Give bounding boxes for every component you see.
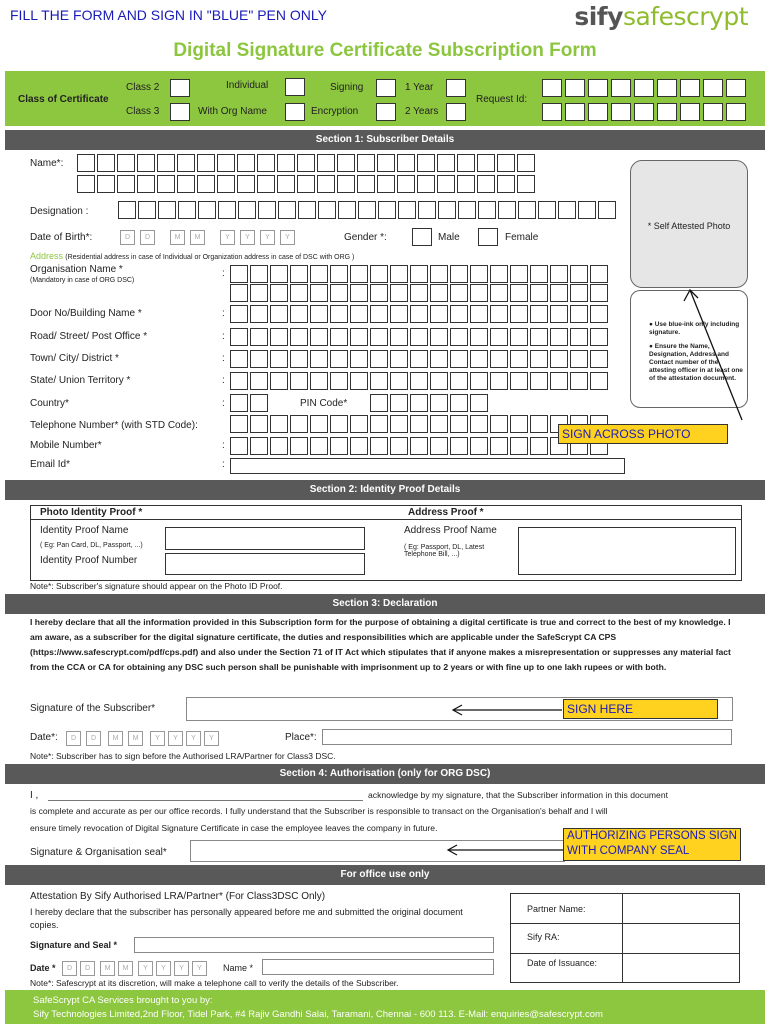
road-label: Road/ Street/ Post Office *	[30, 331, 148, 342]
door-label: Door No/Building Name *	[30, 308, 142, 319]
name-label: Name*:	[30, 158, 64, 169]
gender-label: Gender *:	[344, 232, 387, 243]
dob-label: Date of Birth*:	[30, 232, 93, 243]
email-label: Email Id*	[30, 459, 71, 470]
address-proof-name-label: Address Proof Name	[404, 525, 497, 536]
telephone-label: Telephone Number* (with STD Code):	[30, 420, 198, 431]
with-org-checkbox[interactable]	[285, 103, 305, 121]
section3-note: Note*: Subscriber has to sign before the Authorised LRA/Partner for Class3 DSC.	[30, 751, 336, 761]
sign-across-photo-note: SIGN ACROSS PHOTO	[558, 424, 728, 444]
attestation-declaration: I hereby declare that the subscriber has personally appeared before me and submitted the original document copies.	[30, 907, 463, 930]
female-checkbox[interactable]	[478, 228, 498, 246]
individual-checkbox[interactable]	[285, 78, 305, 96]
office-date-label: Date *	[30, 963, 56, 973]
encryption-checkbox[interactable]	[376, 103, 396, 121]
id-proof-name-input[interactable]	[165, 527, 365, 550]
subscriber-signature-label: Signature of the Subscriber*	[30, 703, 156, 714]
designation-label: Designation :	[30, 206, 89, 217]
photo-proof-heading: Photo Identity Proof *	[40, 507, 143, 518]
year2-label: 2 Years	[405, 106, 439, 117]
individual-label: Individual	[226, 80, 269, 91]
partner-name-label: Partner Name:	[527, 904, 586, 914]
address-proof-example: ( Eg: Passport, DL, Latest Telephone Bill, ...)	[404, 544, 485, 558]
address-heading: Address (Residential address in case of Individual or Organization address in case of DSC with ORG )	[30, 251, 355, 261]
place-input[interactable]	[322, 729, 732, 745]
encryption-label: Encryption	[311, 106, 359, 117]
signing-label: Signing	[330, 82, 364, 93]
org-name-label: Organisation Name *	[30, 264, 123, 275]
footer-line1: SafeScrypt CA Services brought to you by:	[33, 995, 213, 1006]
mobile-label: Mobile Number*	[30, 440, 102, 451]
address-proof-input[interactable]	[518, 527, 736, 575]
town-label: Town/ City/ District *	[30, 353, 119, 364]
id-proof-number-label: Identity Proof Number	[40, 555, 138, 566]
auth-i-label: I ,	[30, 790, 39, 801]
auth-text-3: ensure timely revocation of Digital Signature Certificate in case the employee leaves the company in future.	[30, 823, 438, 833]
place-label: Place*:	[285, 732, 317, 743]
male-checkbox[interactable]	[412, 228, 432, 246]
footer-line2: Sify Technologies Limited,2nd Floor, Tidel Park, #4 Rajiv Gandhi Salai, Taramani, Chennai - 600 113. E-Mail: enquiries@safescrypt.com	[33, 1009, 603, 1020]
seal-arrow	[445, 842, 565, 858]
country-label: Country*	[30, 398, 69, 409]
date-issuance-label: Date of Issuance:	[527, 958, 598, 968]
id-proof-example: ( Eg: Pan Card, DL, Passport, ...)	[40, 542, 143, 549]
address-proof-heading: Address Proof *	[408, 507, 484, 518]
female-label: Female	[505, 232, 539, 243]
sify-logo: sifysafescrypt	[574, 2, 748, 31]
section2-note: Note*: Subscriber's signature should appear on the Photo ID Proof.	[30, 581, 283, 591]
year2-checkbox[interactable]	[446, 103, 466, 121]
id-proof-name-label: Identity Proof Name	[40, 525, 129, 536]
office-name-label: Name *	[223, 963, 254, 973]
auth-text-1: acknowledge by my signature, that the Subscriber information in this document	[368, 790, 668, 800]
pin-label: PIN Code*	[300, 398, 348, 409]
sify-ra-label: Sify RA:	[527, 932, 560, 942]
id-proof-number-input[interactable]	[165, 553, 365, 575]
signature-seal-field[interactable]	[134, 937, 494, 953]
sign-here-arrow	[450, 702, 565, 718]
footer	[5, 990, 765, 1024]
org-name-note: (Mandatory in case of ORG DSC)	[30, 277, 135, 284]
class3-checkbox[interactable]	[170, 103, 190, 121]
auth-name-field[interactable]	[48, 800, 363, 801]
photo-box[interactable]: * Self Attested Photo	[630, 160, 748, 288]
section1-header: Section 1: Subscriber Details	[5, 130, 765, 150]
instruction-2: ● Ensure the Name, Designation, Address and Contact number of the attesting officer in at least one of the attestation document.	[649, 343, 743, 382]
date-label: Date*:	[30, 732, 58, 743]
section2-header: Section 2: Identity Proof Details	[5, 480, 765, 500]
request-id-label: Request Id:	[476, 94, 528, 105]
section4-header: Section 4: Authorisation (only for ORG DSC)	[5, 764, 765, 784]
instruction-text: FILL THE FORM AND SIGN IN "BLUE" PEN ONLY	[10, 7, 327, 23]
instruction-1: ● Use blue-ink only including signature.	[649, 321, 740, 336]
email-input[interactable]	[230, 458, 625, 474]
section3-header: Section 3: Declaration	[5, 594, 765, 614]
signature-seal-label: Signature and Seal *	[30, 940, 118, 950]
form-title: Digital Signature Certificate Subscription Form	[173, 40, 597, 61]
class3-label: Class 3	[126, 106, 160, 117]
auth-text-2: is complete and accurate as per our office records. I fully understand that the Subscriber is responsible to transact on the Organisation's behalf and I will	[30, 806, 608, 816]
declaration-text: I hereby declare that all the information provided in this Subscription form for the purpose of obtaining a digital certificate is true and correct to the best of my knowledge. I am aware, as a subscriber for the digital signature certificate, the duties and responsibilities which are applicable under the SafeScrypt CA CPS (https://www.safescrypt.com/pdf/cps.pdf) and also under the Section 71 of IT Act which stipulates that if anyone makes a misrepresentation or suppresses any material fact from the CCA or CA for obtaining any DSC such person shall be punishable with imprisonment up to 2 years or with fine up to one lakh rupees or with both.	[30, 617, 731, 672]
year1-checkbox[interactable]	[446, 79, 466, 97]
signing-checkbox[interactable]	[376, 79, 396, 97]
authorizing-note: AUTHORIZING PERSONS SIGN WITH COMPANY SEAL	[563, 828, 741, 861]
org-seal-label: Signature & Organisation seal*	[30, 847, 167, 858]
sign-here-note: SIGN HERE	[563, 699, 718, 719]
office-use-header: For office use only	[5, 865, 765, 885]
year1-label: 1 Year	[405, 82, 434, 93]
class2-checkbox[interactable]	[170, 79, 190, 97]
office-note: Note*: Safescrypt at its discretion, will make a telephone call to verify the details of the Subscriber.	[30, 978, 399, 988]
office-name-field[interactable]	[262, 959, 494, 975]
attestation-label: Attestation By Sify Authorised LRA/Partner* (For Class3DSC Only)	[30, 891, 326, 902]
state-label: State/ Union Territory *	[30, 375, 131, 386]
class-of-certificate-label: Class of Certificate	[18, 94, 109, 105]
photo-arrow	[680, 285, 750, 425]
class2-label: Class 2	[126, 82, 160, 93]
with-org-label: With Org Name	[198, 106, 267, 117]
male-label: Male	[438, 232, 460, 243]
